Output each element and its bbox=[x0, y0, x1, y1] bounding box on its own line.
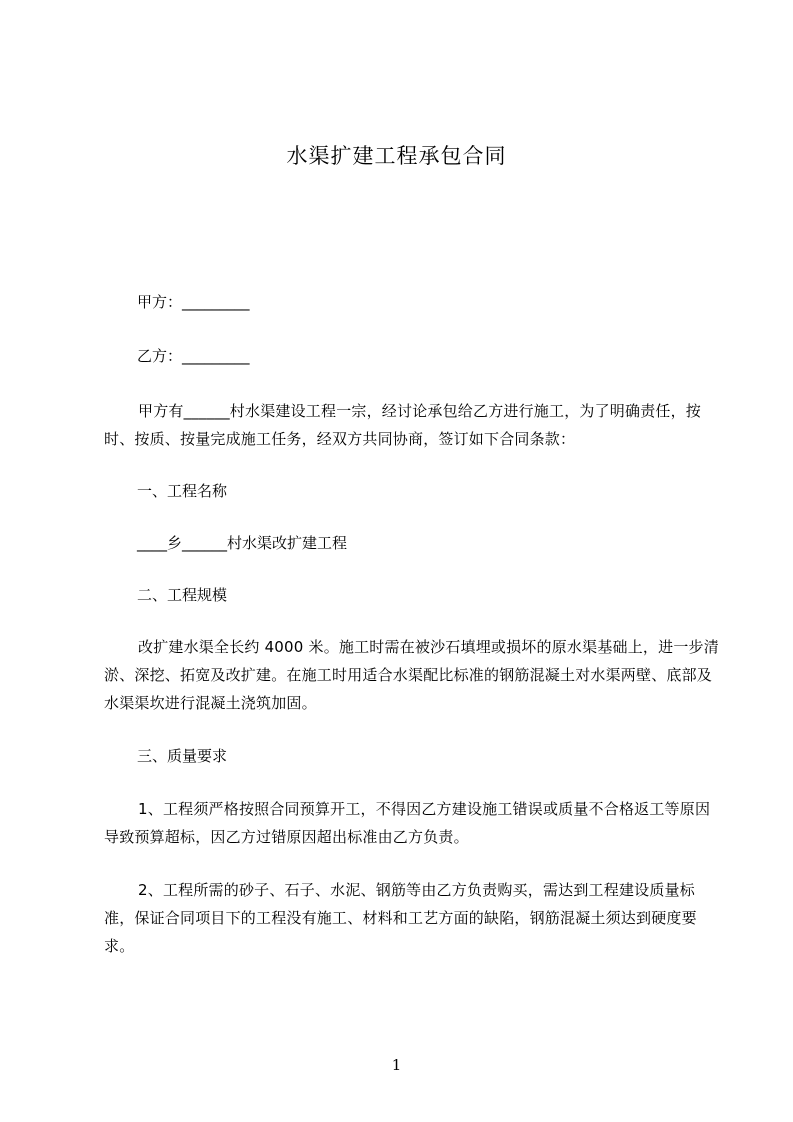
section-3-heading: 三、质量要求 bbox=[137, 747, 228, 765]
party-b-line: 乙方：_________ bbox=[137, 347, 250, 365]
page-number: 1 bbox=[391, 1056, 402, 1074]
contract-title: 水渠扩建工程承包合同 bbox=[286, 144, 507, 168]
quality-item-2: 2、工程所需的砂子、石子、水泥、钢筋等由乙方负责购买，需达到工程建设质量标准，保证合同项目下的工程没有施工、材料和工艺方面的缺陷，钢筋混凝土须达到硬度要求。 bbox=[104, 881, 697, 955]
party-a-line: 甲方：_________ bbox=[137, 293, 250, 311]
intro-paragraph: 甲方有______村水渠建设工程一宗，经讨论承包给乙方进行施工，为了明确责任，按时、按质、按量完成施工任务，经双方共同协商，签订如下合同条款： bbox=[104, 402, 702, 448]
quality-item-1: 1、工程须严格按照合同预算开工，不得因乙方建设施工错误或质量不合格返工等原因导致预算超标，因乙方过错原因超出标准由乙方负责。 bbox=[104, 800, 711, 846]
project-name: ____乡______村水渠改扩建工程 bbox=[137, 534, 348, 552]
section-1-heading: 一、工程名称 bbox=[137, 482, 228, 500]
project-scale-paragraph: 改扩建水渠全长约 4000 米。施工时需在被沙石填埋或损坏的原水渠基础上，进一步清淤、深挖、拓宽及改扩建。在施工时用适合水渠配比标准的钢筋混凝土对水渠两壁、底部及水渠渠坎进行混凝土浇筑加固。 bbox=[104, 638, 719, 712]
section-2-heading: 二、工程规模 bbox=[137, 586, 228, 604]
